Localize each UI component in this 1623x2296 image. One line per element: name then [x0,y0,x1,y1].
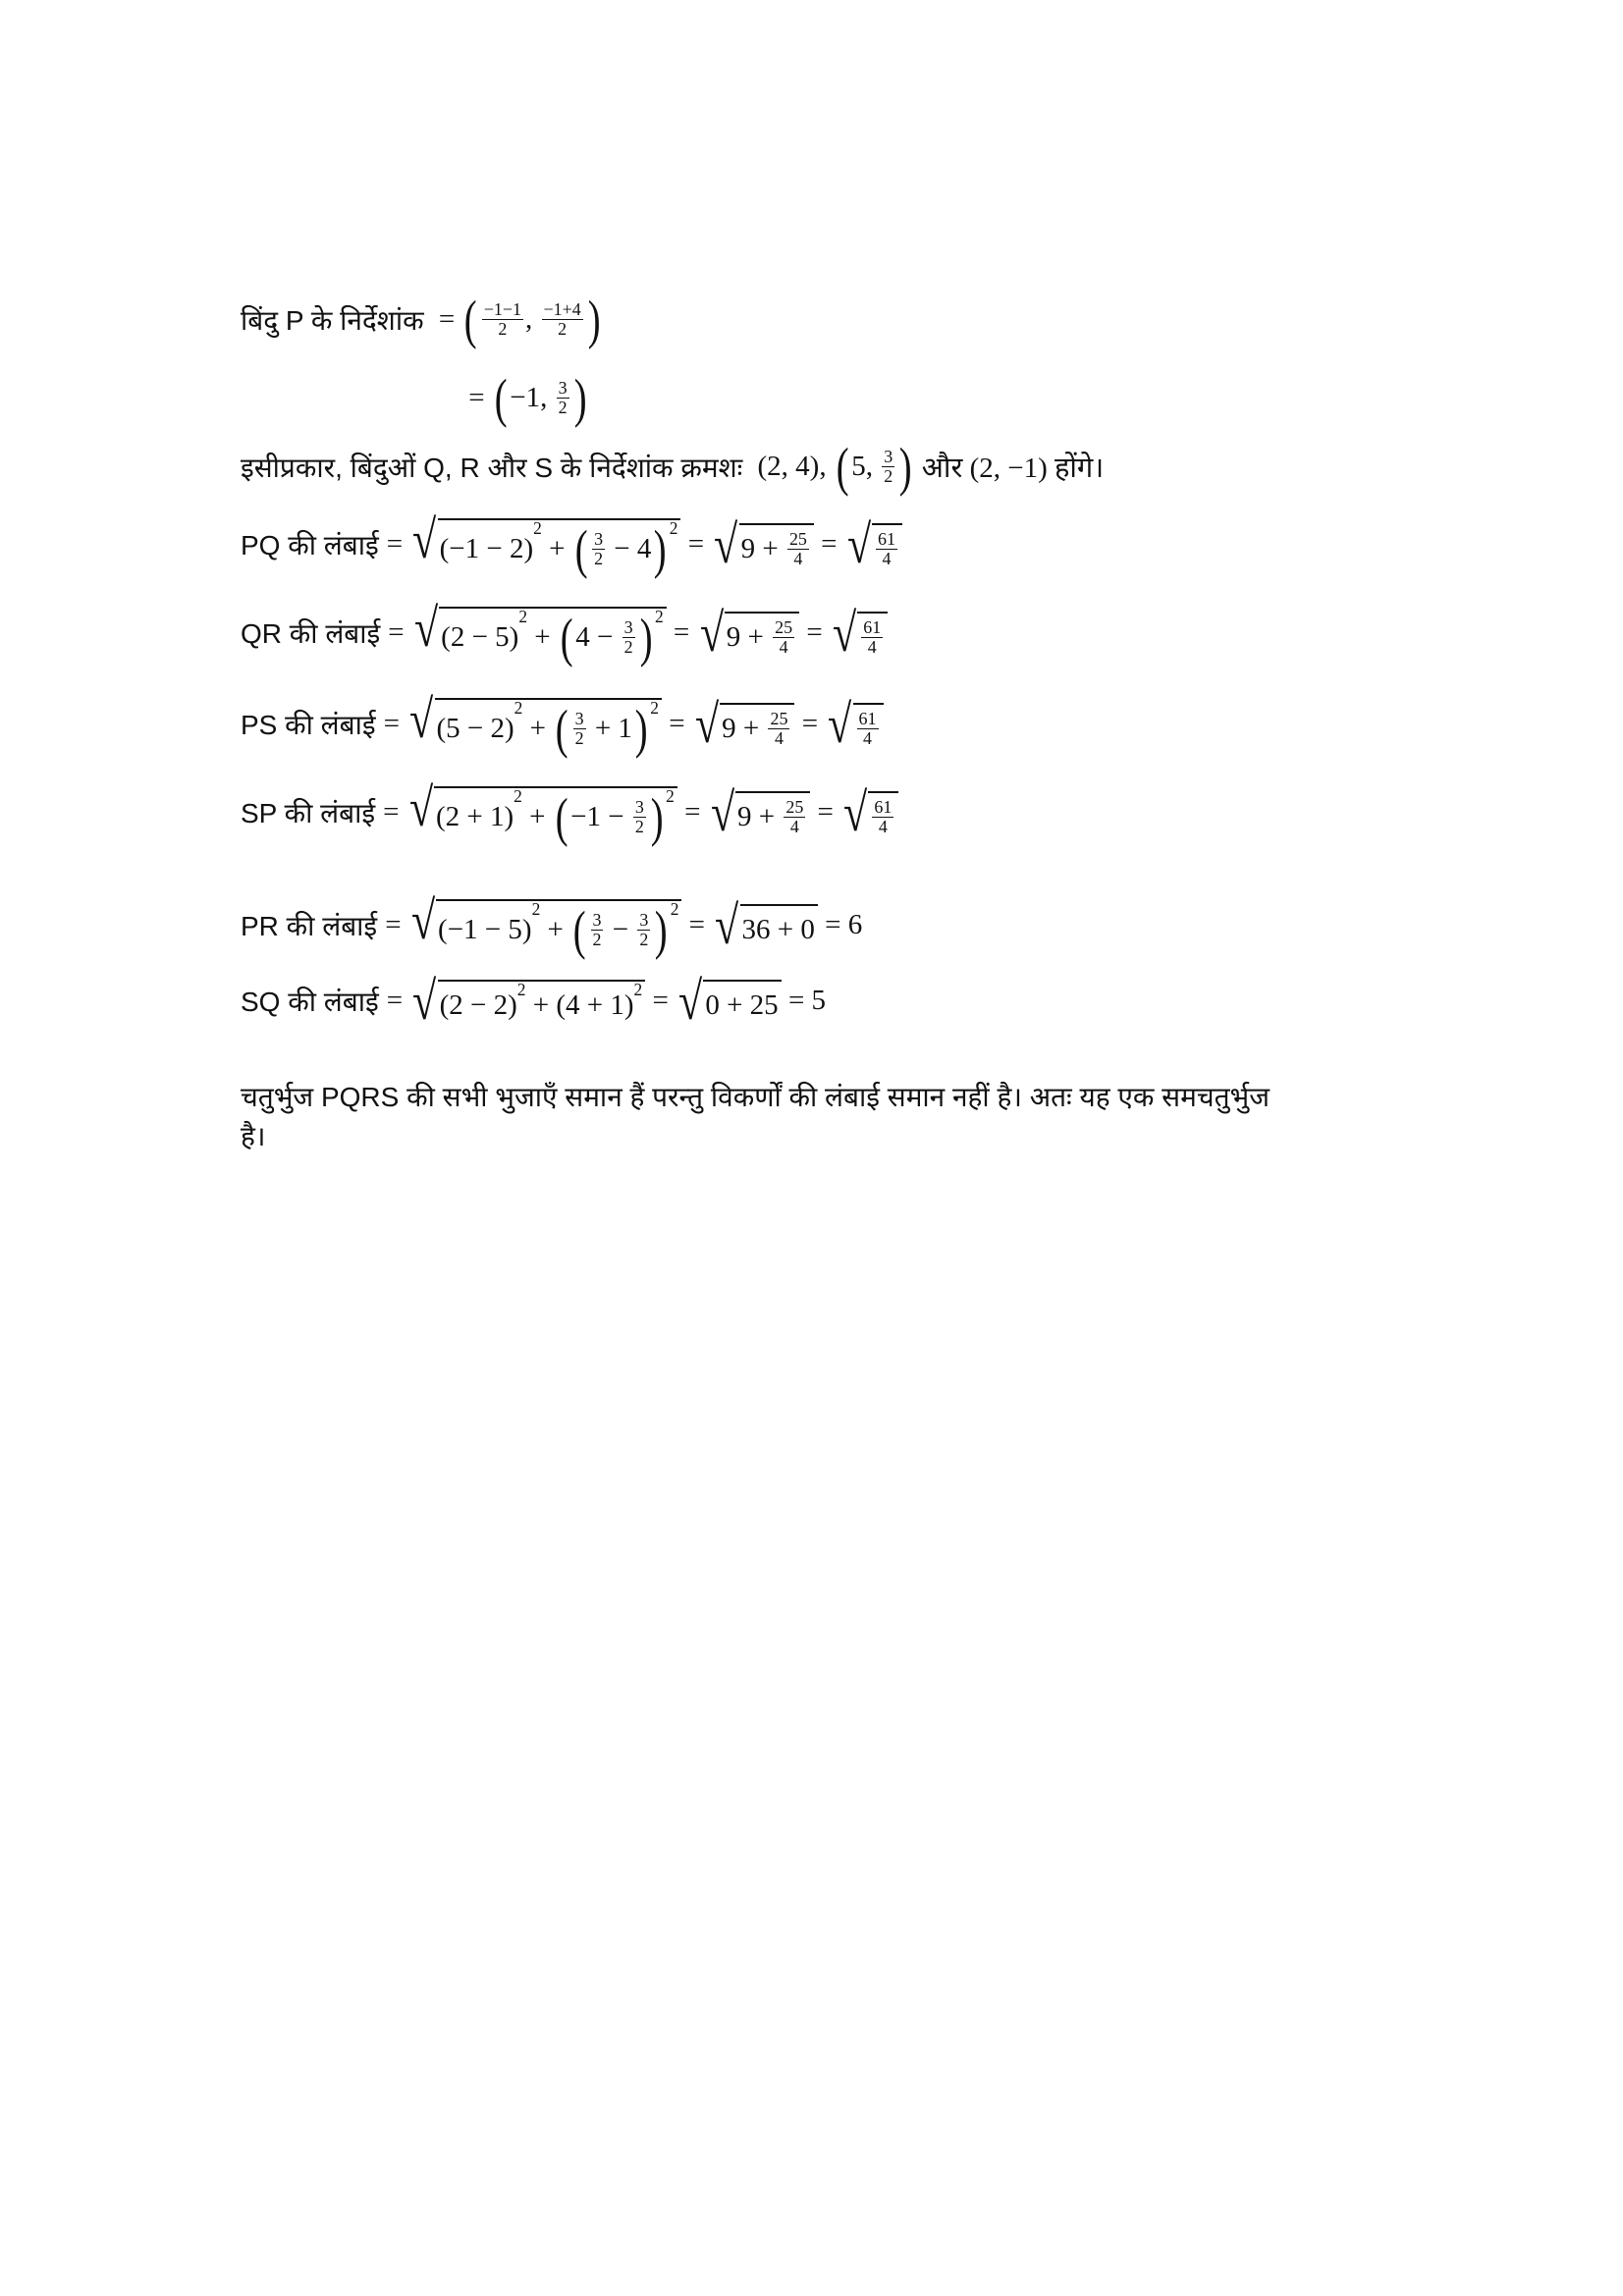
square-root [844,514,902,574]
denominator: 4 [882,549,892,569]
left-paren: ( [555,699,568,759]
math-text: + 1 [587,713,632,745]
math-text: + [521,801,553,833]
row-label: SQ की लंबाई [241,986,379,1017]
exponent: 2 [666,786,675,806]
denominator: 4 [774,728,784,749]
math-text: (2 + 1) [436,801,514,833]
left-paren: ( [560,608,573,667]
numerator: 3 [592,910,602,931]
denominator: 4 [863,728,873,749]
row-label: SP की लंबाई [241,797,376,828]
fraction [573,710,586,748]
math-text: = [799,616,830,649]
square-root [676,971,782,1031]
math-text: = [676,796,708,828]
denominator: 2 [558,398,568,418]
math-text: 9 + [736,801,783,833]
radical-sign-icon: √ [410,890,436,950]
parenthesized-group [553,787,666,847]
denominator: 2 [639,930,649,950]
radical-sign-icon: √ [413,598,439,658]
exponent: 2 [518,607,528,626]
math-text: + [541,533,572,565]
radical-sign-icon: √ [412,509,437,569]
radical-sign-icon: √ [678,971,703,1031]
square-root [830,603,888,663]
square-root [712,895,818,955]
math-text: 0 + 25 [705,989,779,1022]
exponent: 2 [654,607,664,626]
fraction [784,798,805,836]
radicand [872,523,902,571]
denominator: 2 [498,319,508,340]
denominator: 2 [594,549,604,569]
radical-sign-icon: √ [846,514,871,574]
right-paren: ) [655,900,668,960]
math-text: = [431,303,462,336]
math-text: = [461,382,492,414]
fraction [591,911,604,949]
math-text: = [386,985,410,1017]
row-label: PR की लंबाई [241,910,378,941]
radical-sign-icon: √ [715,895,739,955]
math-text: = [810,796,841,828]
fraction [876,530,897,568]
square-root [711,514,814,574]
math-text: = [388,616,411,649]
parenthesized-group [553,699,650,759]
p-coords-result [461,368,589,428]
radical-sign-icon: √ [832,603,857,663]
math-text: = [385,909,408,941]
conclusion-line-2: है। [241,1121,266,1151]
numerator: −1+4 [543,299,581,320]
numerator: 61 [863,617,882,638]
exponent: 2 [670,899,679,919]
left-paren: ( [574,519,588,579]
numerator: −1−1 [483,299,522,320]
radical-sign-icon: √ [699,603,724,663]
denominator: 2 [634,817,644,837]
denominator: 4 [789,817,799,837]
math-text: + [540,914,571,946]
math-text: (−1 − 5) [438,914,532,946]
right-paren: ) [573,368,587,428]
numerator: 25 [775,617,793,638]
numerator: 25 [788,529,807,550]
numerator: 61 [874,797,893,818]
radical-sign-icon: √ [828,694,852,754]
math-text: = [681,909,713,941]
math-text: = [813,528,844,561]
sp-length [241,777,898,847]
radicand [720,703,794,751]
numerator: 3 [594,529,604,550]
radical-sign-icon: √ [412,971,437,1031]
radical-sign-icon: √ [409,689,434,749]
fraction [882,448,894,486]
fraction [872,798,893,836]
numerator: 3 [639,910,649,931]
fraction [592,530,605,568]
math-text: = [666,616,697,649]
parenthesized-group [570,900,671,960]
square-root [692,694,795,754]
radicand [735,791,810,839]
right-paren: ) [634,699,648,759]
square-root [411,598,667,667]
radicand [438,518,681,579]
left-paren: ( [464,290,478,349]
fraction [773,618,794,657]
radicand [739,523,814,571]
math-text: −1 − [570,801,631,833]
square-root [406,689,662,759]
fraction [787,530,809,568]
denominator: 2 [558,319,568,340]
radical-sign-icon: √ [408,777,433,837]
numerator: 61 [878,529,895,550]
radicand [853,703,884,751]
math-text: 9 + [722,713,767,745]
radicand [868,791,898,839]
row-label: बिंदु P के निर्देशांक [241,304,424,336]
numerator: 25 [770,709,788,729]
parenthesized-group [834,437,915,497]
math-text: 4 − [575,621,621,654]
square-root [825,694,883,754]
right-paren: ) [639,608,653,667]
exponent: 2 [516,980,526,999]
fraction [622,618,635,657]
square-root [708,782,811,842]
denominator: 4 [878,817,888,837]
math-text: + [522,713,554,745]
math-text: = [386,528,410,561]
square-root [408,890,682,960]
exponent: 2 [669,518,678,538]
pr-length [241,890,863,960]
numerator: 3 [574,709,584,729]
pq-length [241,509,902,579]
math-text: = [645,985,676,1017]
radical-sign-icon: √ [694,694,720,754]
radicand [434,786,677,847]
denominator: 2 [574,728,584,749]
math-text: (2 − 5) [441,621,519,654]
left-paren: ( [555,787,568,847]
radicand [740,904,818,952]
math-text: −1, [510,382,555,414]
exponent: 2 [514,786,522,806]
right-paren: ) [587,290,601,349]
fraction [633,798,646,836]
p-coords [241,290,603,349]
math-text: (−1 − 2) [439,533,534,565]
math-text: होंगे। [1055,453,1105,485]
math-text: = [383,796,406,828]
math-text: 5, [851,451,881,483]
parenthesized-group [461,290,603,349]
parenthesized-group [572,519,670,579]
radicand [703,980,781,1028]
math-text: = 6 [817,909,863,941]
radicand [438,980,646,1028]
radical-sign-icon: √ [710,782,734,842]
left-paren: ( [836,437,849,497]
qr-length [241,598,888,667]
radicand [435,698,663,759]
math-text: + (4 + 1) [525,989,634,1022]
exponent: 2 [533,518,542,538]
radicand [439,607,667,665]
ps-length [241,689,884,759]
row-label: PS की लंबाई [241,709,376,740]
radicand [436,899,681,960]
fraction [857,710,879,748]
math-text: , [525,303,540,336]
parenthesized-group [492,368,589,428]
math-text: = [383,708,407,740]
numerator: 25 [785,797,804,818]
square-root [840,782,898,842]
square-root [406,777,677,847]
right-paren: ) [650,787,664,847]
exponent: 2 [650,698,659,718]
fraction [637,911,650,949]
math-text: = [680,528,712,561]
math-text: (2 − 2) [439,989,517,1022]
square-root [409,509,680,579]
conclusion-line-1: चतुर्भुज PQRS की सभी भुजाएँ समान हैं परन्तु विकर्णों की लंबाई समान नहीं है। अतः यह एक समचतुर्भुज [241,1082,1271,1112]
left-paren: ( [494,368,508,428]
radicand [857,612,888,660]
math-text: 9 + [726,621,772,654]
math-text: − 4 [607,533,652,565]
right-paren: ) [898,437,912,497]
denominator: 2 [623,637,633,658]
fraction [557,379,569,417]
denominator: 2 [884,466,893,487]
fraction [768,710,789,748]
row-label: QR की लंबाई [241,617,381,649]
fraction [861,618,883,657]
denominator: 4 [793,549,803,569]
math-text: (5 − 2) [436,713,514,745]
math-text: और (2, −1) [914,453,1055,485]
radical-sign-icon: √ [714,514,738,574]
row-label: PQ की लंबाई [241,529,379,561]
radical-sign-icon: √ [843,782,868,842]
exponent: 2 [514,698,523,718]
sq-length [241,971,827,1031]
math-text: (2, 4), [750,451,834,483]
math-text: 36 + 0 [741,914,815,946]
numerator: 61 [858,709,877,729]
fraction [482,300,523,339]
denominator: 2 [592,930,602,950]
exponent: 2 [633,980,643,999]
other-coords [241,437,1105,497]
radicand [725,612,799,660]
row-label: इसीप्रकार, बिंदुओं Q, R और S के निर्देशांक क्रमशः [241,452,743,483]
numerator: 3 [558,378,568,399]
math-text: = [662,708,692,740]
numerator: 3 [623,617,633,638]
numerator: 3 [634,797,644,818]
math-text: 9 + [740,533,785,565]
numerator: 3 [884,447,893,467]
right-paren: ) [654,519,668,579]
math-text: = 5 [781,985,827,1017]
exponent: 2 [531,899,541,919]
left-paren: ( [572,900,586,960]
parenthesized-group [558,608,655,667]
math-text: − [605,914,636,946]
square-root [409,971,645,1031]
math-text: = [794,708,826,740]
denominator: 4 [779,637,788,658]
math-text: + [527,621,558,654]
fraction [542,300,583,339]
square-root [697,603,800,663]
denominator: 4 [867,637,877,658]
